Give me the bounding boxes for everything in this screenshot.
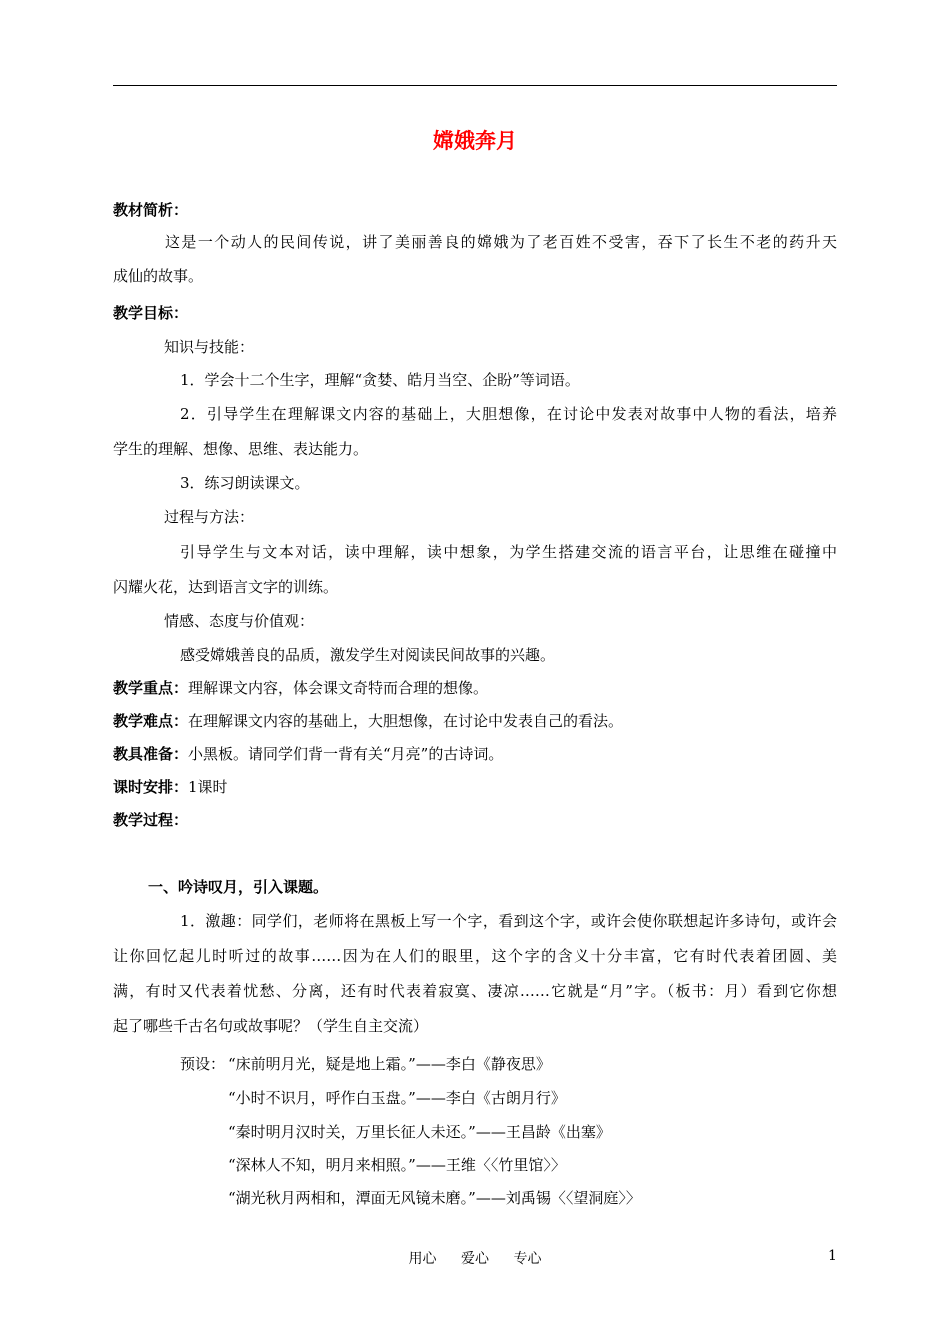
time-text: 1课时 (188, 778, 228, 796)
goal-2-line-2: 学生的理解、想像、思维、表达能力。 (113, 440, 369, 458)
knowledge-label: 知识与技能： (164, 338, 255, 356)
poem-line: “秦时明月汉时关，万里长征人未还。”——王昌龄《出塞》 (228, 1123, 611, 1141)
step-1-paragraph-line-4: 起了哪些千古名句或故事呢？（学生自主交流） (113, 1017, 429, 1035)
process-line-1: 引导学生与文本对话，读中理解，读中想象，为学生搭建交流的语言平台，让思维在碰撞中 (180, 543, 837, 561)
key-points-row (113, 678, 488, 698)
difficulty-label: 教学难点： (113, 712, 189, 730)
time-row (113, 777, 228, 797)
tools-label: 教具准备： (113, 745, 189, 763)
material-label: 教材简析： (113, 201, 189, 219)
process-label: 过程与方法： (164, 508, 255, 526)
poem-line: “湖光秋月两相和，潭面无风镜未磨。”——刘禹锡〈〈望洞庭〉〉 (228, 1189, 641, 1207)
key-points-text: 理解课文内容，体会课文奇特而合理的想像。 (188, 679, 489, 697)
step-1-heading: 一、吟诗叹月，引入课题。 (148, 878, 329, 896)
difficulty-row (113, 711, 623, 731)
step-1-paragraph-line-2: 让你回忆起儿时听过的故事……因为在人们的眼里，这个字的含义十分丰富，它有时代表着团圆、美 (113, 947, 837, 965)
footer-item: 专心 (513, 1251, 542, 1267)
material-paragraph-line-2: 成仙的故事。 (113, 267, 204, 285)
goals-label: 教学目标： (113, 304, 189, 322)
tools-text: 小黑板。请同学们背一背有关“月亮”的古诗词。 (188, 745, 504, 763)
key-points-label: 教学重点： (113, 679, 189, 697)
goal-1: 1．学会十二个生字，理解“贪婪、皓月当空、企盼”等词语。 (180, 371, 580, 389)
step-1-paragraph-line-1: 1．激趣：同学们，老师将在黑板上写一个字，看到这个字，或许会使你联想起许多诗句，或许会 (180, 912, 837, 930)
header-rule (113, 85, 837, 86)
difficulty-text: 在理解课文内容的基础上，大胆想像，在讨论中发表自己的看法。 (188, 712, 624, 730)
goal-3: 3．练习朗读课文。 (180, 474, 310, 492)
page-title: 嫦娥奔月 (433, 129, 517, 153)
preset-label: 预设： (180, 1055, 226, 1073)
poem-line: “床前明月光，疑是地上霜。”——李白《静夜思》 (228, 1055, 551, 1073)
footer-item: 用心 (408, 1251, 437, 1267)
emotion-label: 情感、态度与价值观： (164, 612, 315, 630)
step-1-paragraph-line-3: 满，有时又代表着忧愁、分离，还有时代表着寂寞、凄凉……它就是“月”字。（板书：月）看到它你想 (113, 982, 837, 1000)
page-number: 1 (828, 1248, 837, 1264)
material-paragraph-line-1: 这是一个动人的民间传说，讲了美丽善良的嫦娥为了老百姓不受害，吞下了长生不老的药升天 (165, 233, 837, 251)
emotion-text: 感受嫦娥善良的品质，激发学生对阅读民间故事的兴趣。 (180, 646, 556, 664)
page-footer (0, 1248, 950, 1268)
steps-label: 教学过程： (113, 811, 189, 829)
goal-2-line-1: 2．引导学生在理解课文内容的基础上，大胆想像，在讨论中发表对故事中人物的看法，培养 (180, 405, 837, 423)
poem-line: “小时不识月，呼作白玉盘。”——李白《古朗月行》 (228, 1089, 566, 1107)
poem-line: “深林人不知，明月来相照。”——王维〈〈竹里馆〉〉 (228, 1156, 566, 1174)
tools-row (113, 744, 503, 764)
time-label: 课时安排： (113, 778, 189, 796)
footer-item: 爱心 (461, 1251, 489, 1267)
process-line-2: 闪耀火花，达到语言文字的训练。 (113, 578, 339, 596)
